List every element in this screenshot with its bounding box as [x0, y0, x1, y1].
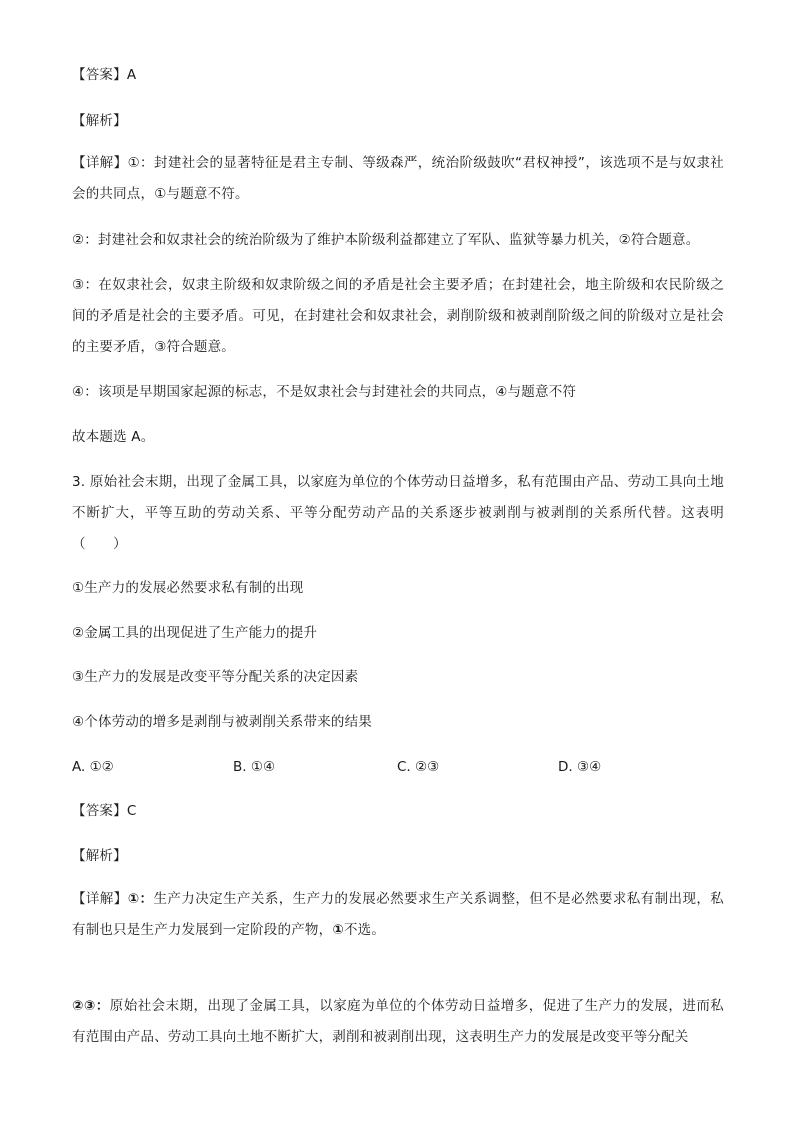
detail-paragraph-1	[72, 148, 724, 210]
option-d: D. ③④	[558, 759, 602, 775]
answer-value: A	[126, 67, 137, 83]
answer-line-q3	[72, 801, 136, 821]
option-a: A. ①②	[72, 759, 114, 775]
answer-label: 【答案】	[72, 67, 127, 83]
detail-label: 【详解】	[72, 891, 128, 907]
detail-paragraph-2: ②：封建社会和奴隶社会的统治阶级为了维护本阶级利益都建立了军队、监狱等暴力机关，②符合题意。	[72, 232, 700, 248]
answer-value: C	[126, 803, 137, 819]
detail-paragraph-q3-2	[72, 991, 724, 1053]
statement-2: ②金属工具的出现促进了生产能力的提升	[72, 625, 318, 641]
detail-paragraph-4: ④：该项是早期国家起源的标志，不是奴隶社会与封建社会的共同点，④与题意不符	[72, 384, 577, 400]
detail-lead: ①：	[127, 891, 154, 907]
detail-tail: 不选。	[343, 922, 386, 938]
detail-text: 生产力决定生产关系，生产力的发展必然要求生产关系调整，但不是必然要求私有制出现，私有制也只是生产力发展到一定阶段的产物，	[72, 891, 724, 938]
question-text: 原始社会末期，出现了金属工具，以家庭为单位的个体劳动日益增多，私有范围由产品、劳动工具向土地不断扩大，平等互助的劳动关系、平等分配劳动产品的关系逐步被剥削与被剥削的关系所代替。这表明（ ）	[72, 474, 725, 552]
detail-text: 原始社会末期，出现了金属工具，以家庭为单位的个体劳动日益增多，促进了生产力的发展，进而私有范围由产品、劳动工具向土地不断扩大，剥削和被剥削出现，这表明生产力的发展是改变平等分配关	[72, 998, 724, 1045]
detail-mark: ①	[332, 922, 344, 938]
detail-lead: ②③：	[72, 998, 110, 1014]
question-stem	[72, 467, 724, 560]
answer-line	[72, 65, 136, 85]
conclusion: 故本题选 A。	[72, 429, 155, 445]
detail-paragraph-q3-1	[72, 884, 724, 946]
statement-1: ①生产力的发展必然要求私有制的出现	[72, 580, 304, 596]
analysis-label: 【解析】	[72, 113, 127, 129]
option-c: C. ②③	[397, 759, 440, 775]
detail-label: 【详解】	[72, 155, 128, 171]
option-b: B. ①④	[233, 759, 276, 775]
statement-4: ④个体劳动的增多是剥削与被剥削关系带来的结果	[72, 714, 373, 730]
answer-label: 【答案】	[72, 803, 127, 819]
analysis-label-q3: 【解析】	[72, 848, 127, 864]
question-number: 3.	[72, 474, 86, 490]
detail-text: ①：封建社会的显著特征是君主专制、等级森严，统治阶级鼓吹“君权神授”，该选项不是与奴隶社会的共同点，①与题意不符。	[72, 155, 724, 202]
statement-3: ③生产力的发展是改变平等分配关系的决定因素	[72, 669, 359, 685]
detail-paragraph-3: ③：在奴隶社会，奴隶主阶级和奴隶阶级之间的矛盾是社会主要矛盾；在封建社会，地主阶级和农民阶级之间的矛盾是社会的主要矛盾。可见，在封建社会和奴隶社会，剥削阶级和被剥削阶级之间的阶级对立是社会的主要矛盾，③符合题意。	[72, 277, 724, 355]
